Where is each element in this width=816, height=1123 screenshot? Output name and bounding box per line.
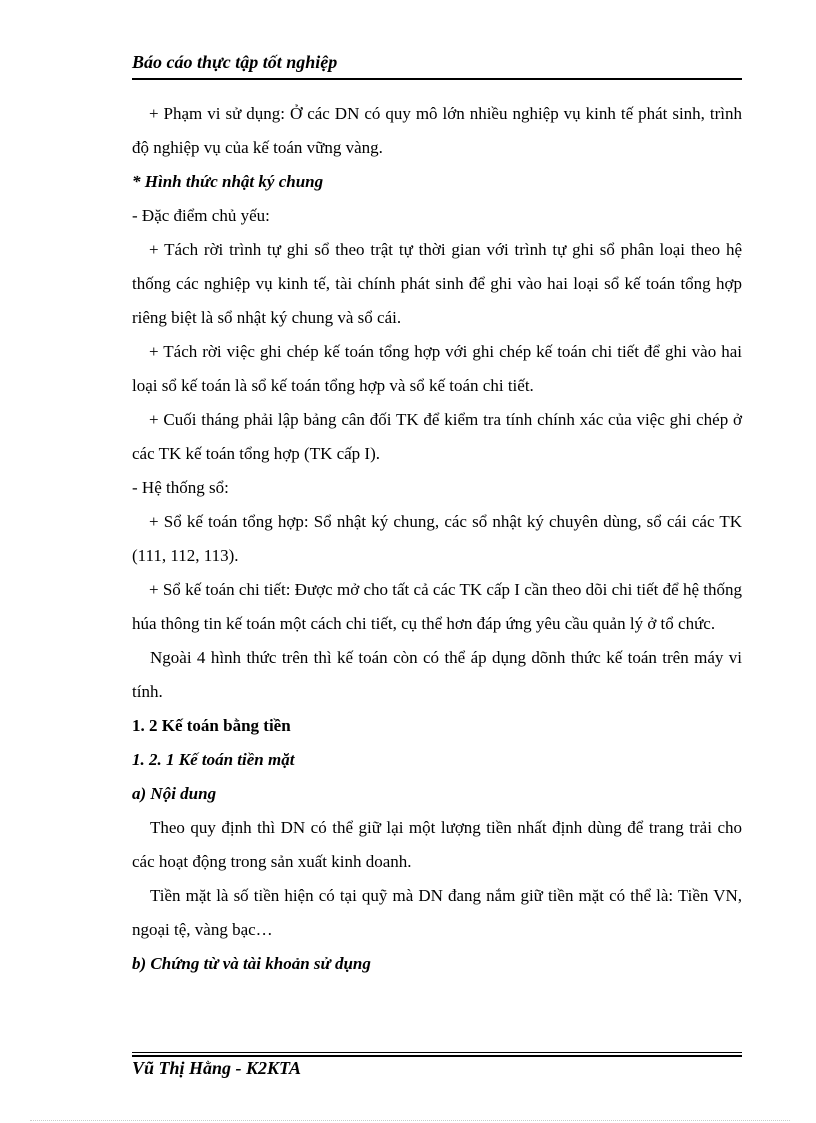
- paragraph-general-books: + Sổ kế toán tổng hợp: Sổ nhật ký chung, các sổ nhật ký chuyên dùng, sổ cái các TK (111, 112, 113).: [132, 512, 742, 565]
- paragraph-regulation: Theo quy định thì DN có thể giữ lại một lượng tiền nhất định dùng để trang trải cho các hoạt động trong sản xuất kinh doanh.: [132, 818, 742, 871]
- paragraph-separate-order: + Tách rời trình tự ghi sổ theo trật tự thời gian với trình tự ghi sổ phân loại theo hệ thống các nghiệp vụ kinh tế, tài chính phát sinh để ghi vào hai loại sổ kế toán tổng hợp riêng biệt là sổ nhật ký chung và sổ cái.: [132, 240, 742, 327]
- paragraph-book-system: - Hệ thống sổ:: [132, 478, 229, 497]
- page-footer-author: Vũ Thị Hằng - K2KTA: [132, 1058, 302, 1078]
- footer-rule-thick: [132, 1055, 742, 1057]
- paragraph-month-end: + Cuối tháng phải lập bảng cân đối TK để kiểm tra tính chính xác của việc ghi chép ở các TK kế toán tổng hợp (TK cấp I).: [132, 410, 742, 463]
- document-body: [132, 97, 742, 981]
- paragraph-cash-definition: Tiền mặt là số tiền hiện có tại quỹ mà DN đang nắm giữ tiền mặt có thể là: Tiền VN, ngoại tệ, vàng bạc…: [132, 886, 742, 939]
- paragraph-detail-books: + Sổ kế toán chi tiết: Được mở cho tất cả các TK cấp I cần theo dõi chi tiết để hệ thống húa thông tin kế toán một cách chi tiết, cụ thể hơn đáp ứng yêu cầu quản lý ở tổ chức.: [132, 580, 742, 633]
- paragraph-computer-accounting: Ngoài 4 hình thức trên thì kế toán còn có thể áp dụng dõnh thức kế toán trên máy vi tính.: [132, 648, 742, 701]
- page-bottom-divider: [30, 1120, 790, 1121]
- paragraph-separate-records: + Tách rời việc ghi chép kế toán tổng hợp với ghi chép kế toán chi tiết để ghi vào hai loại sổ kế toán là sổ kế toán tổng hợp và sổ kế toán chi tiết.: [132, 342, 742, 395]
- heading-content: a) Nội dung: [132, 784, 217, 803]
- heading-cash-accounting: 1. 2 Kế toán bằng tiền: [132, 716, 291, 735]
- paragraph-scope: + Phạm vi sử dụng: Ở các DN có quy mô lớn nhiều nghiệp vụ kinh tế phát sinh, trình độ nghiệp vụ của kế toán vững vàng.: [132, 104, 742, 157]
- page-header-title: Báo cáo thực tập tốt nghiệp: [132, 52, 338, 72]
- heading-documents-accounts: b) Chứng từ và tài khoản sử dụng: [132, 954, 371, 973]
- header-rule: [132, 78, 742, 80]
- heading-cash-on-hand: 1. 2. 1 Kế toán tiền mặt: [132, 750, 295, 769]
- paragraph-main-features: - Đặc điểm chủ yếu:: [132, 206, 270, 225]
- heading-general-journal: * Hình thức nhật ký chung: [132, 172, 324, 191]
- footer-rule-thin: [132, 1052, 742, 1053]
